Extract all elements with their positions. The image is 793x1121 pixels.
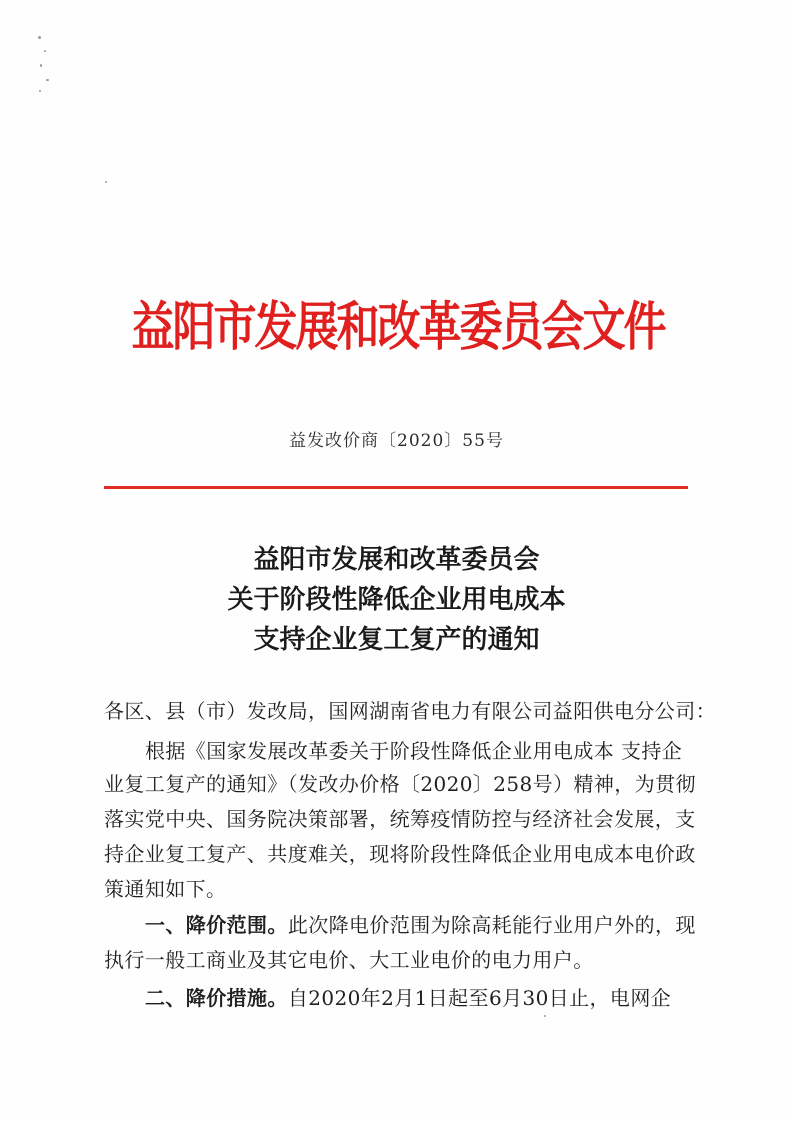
red-divider-line [104, 486, 688, 489]
recipients-line: 各区、县（市）发改局，国网湖南省电力有限公司益阳供电分公司： [104, 699, 716, 723]
section2-heading: 二、降价措施。 [145, 986, 288, 1010]
section1-text: 此次降电价范围为除高耗能行业用户外的，现 [287, 913, 696, 937]
title-line-3: 支持企业复工复产的通知 [253, 625, 540, 655]
org-header-title: 益阳市发展和改革委员会文件 [131, 296, 665, 358]
paragraph1-line-4: 持企业复工复产、共度难关，现将阶段性降低企业用电成本电价政 [104, 842, 696, 866]
paragraph1-line-3: 落实党中央、国务院决策部署，统筹疫情防控与经济社会发展，支 [104, 807, 696, 831]
section1-line-1 [145, 909, 745, 938]
document-number: 益发改价商〔2020〕55号 [289, 431, 504, 451]
title-line-2: 关于阶段性降低企业用电成本 [227, 585, 566, 615]
paragraph1-line-5: 策通知如下。 [104, 877, 227, 901]
section1-heading: 一、降价范围。 [145, 913, 288, 937]
section2-text: 自2020年2月1日起至6月30日止，电网企 [287, 986, 672, 1010]
notice-title [0, 540, 793, 660]
section1-line-2: 执行一般工商业及其它电价、大工业电价的电力用户。 [104, 948, 594, 972]
section2-line-1 [145, 982, 745, 1011]
paragraph1-line-2: 业复工复产的通知》（发改办价格〔2020〕258号）精神，为贯彻 [104, 772, 696, 796]
paragraph1-line-1: 根据《国家发展改革委关于阶段性降低企业用电成本 支持企 [145, 739, 683, 763]
title-line-1: 益阳市发展和改革委员会 [253, 545, 540, 575]
